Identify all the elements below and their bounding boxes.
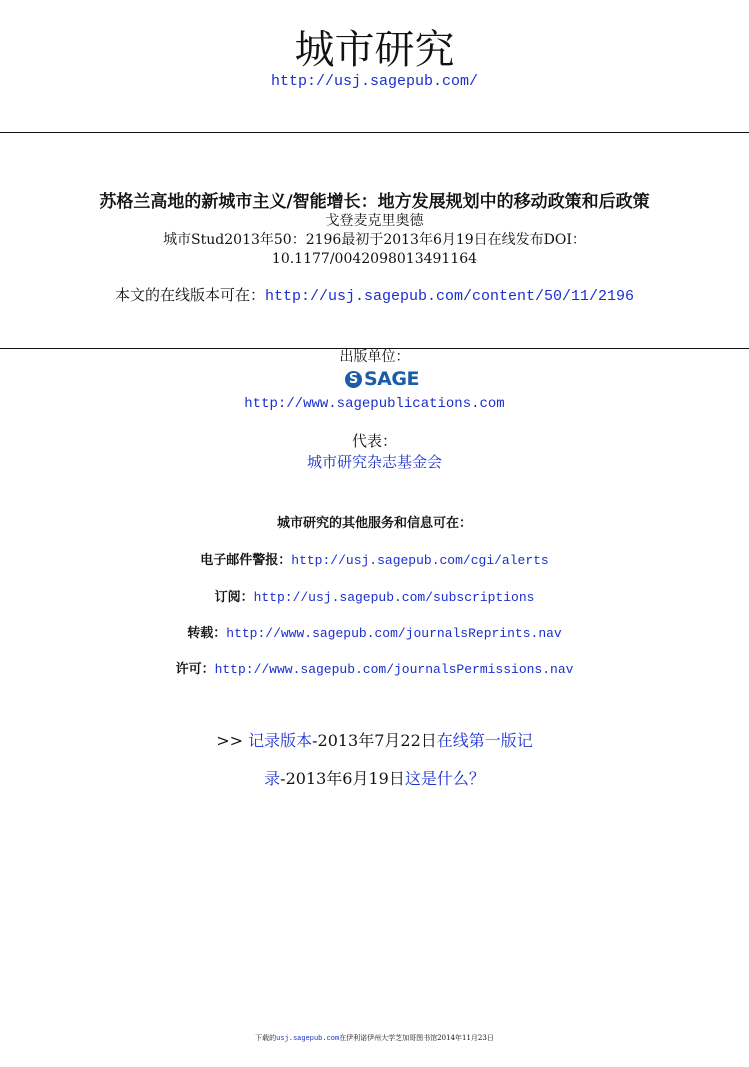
footer-suffix: 在伊利诺伊州大学芝加哥图书馆2014年11月23日 (339, 1034, 494, 1042)
download-footer (0, 1033, 749, 1044)
footer-prefix: 下载的 (255, 1034, 277, 1042)
services-heading: 城市研究的其他服务和信息可在： (276, 516, 472, 531)
permissions-label: 许可： (175, 662, 215, 677)
footer-url-link[interactable]: usj.sagepub.com (276, 1035, 340, 1043)
record-arrow: >> (216, 731, 243, 750)
sage-logo-text: SAGE (364, 368, 419, 390)
subscriptions-label: 订阅： (214, 590, 254, 605)
online-first-date: -2013年6月19日 (280, 769, 405, 788)
whats-this-link[interactable]: 这是什么？ (404, 769, 485, 788)
online-version-line (0, 286, 749, 306)
version-of-record-date: -2013年7月22日 (312, 731, 437, 750)
email-alerts-row (0, 552, 749, 569)
subscriptions-link[interactable]: http://usj.sagepub.com/subscriptions (253, 590, 535, 605)
record-line-1 (0, 731, 749, 751)
subscriptions-row (0, 589, 749, 606)
permissions-row (0, 661, 749, 678)
behalf-org-link[interactable]: 城市研究杂志基金会 (306, 453, 442, 471)
sage-logo (345, 368, 419, 390)
email-alerts-link[interactable]: http://usj.sagepub.com/cgi/alerts (291, 553, 549, 568)
reprints-label: 转载： (187, 626, 227, 641)
article-author: 戈登麦克里奥德 (325, 213, 424, 229)
online-first-link[interactable]: 在线第一版记 (436, 731, 533, 750)
reprints-link[interactable]: http://www.sagepub.com/journalsReprints.nav (226, 626, 562, 641)
article-citation: 城市Stud2013年50：2196最初于2013年6月19日在线发布DOI： (163, 232, 586, 248)
permissions-link[interactable]: http://www.sagepub.com/journalsPermissions.nav (214, 662, 574, 677)
article-doi: 10.1177/0042098013491164 (271, 251, 478, 267)
online-version-label: 本文的在线版本可在： (114, 286, 265, 304)
version-of-record-link[interactable]: 记录版本 (248, 731, 313, 750)
publisher-url-link[interactable]: http://www.sagepublications.com (244, 396, 505, 412)
journal-url-link[interactable]: http://usj.sagepub.com/ (270, 73, 479, 90)
online-version-link[interactable]: http://usj.sagepub.com/content/50/11/2196 (264, 288, 635, 305)
online-first-link-cont[interactable]: 录 (264, 769, 281, 788)
behalf-label: 代表： (351, 432, 397, 450)
sage-logo-icon: S (345, 371, 362, 388)
article-title: 苏格兰高地的新城市主义/智能增长：地方发展规划中的移动政策和后政策 (99, 192, 650, 212)
record-line-2 (0, 769, 749, 789)
top-divider (0, 132, 749, 133)
journal-title: 城市研究 (294, 27, 455, 73)
reprints-row (0, 625, 749, 642)
email-alerts-label: 电子邮件警报： (200, 553, 292, 568)
publisher-label: 出版单位： (339, 349, 410, 365)
